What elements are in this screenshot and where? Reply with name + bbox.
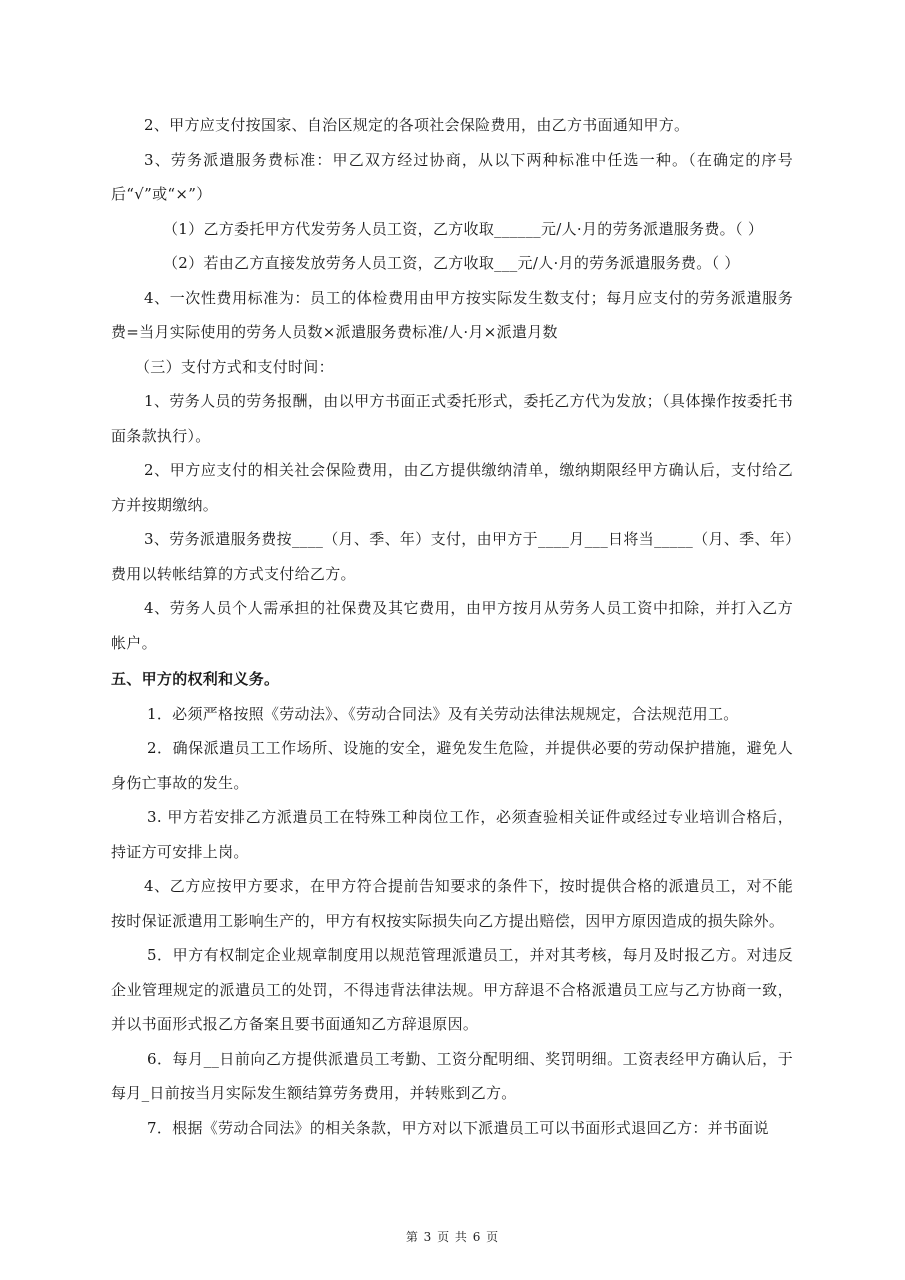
paragraph-rights-7: 7．根据《劳动合同法》的相关条款，甲方对以下派遣员工可以书面形式退回乙方：并书面说 — [147, 1118, 769, 1137]
paragraph-payment-4: 4、劳务人员个人需承担的社保费及其它费用，由甲方按月从劳务人员工资中扣除，并打入乙方帐户。 — [111, 599, 793, 652]
paragraph-option-1: （1）乙方委托甲方代发劳务人员工资，乙方收取______元/人·月的劳务派遣服务费。（ ） — [163, 219, 764, 238]
paragraph-social-insurance: 2、甲方应支付按国家、自治区规定的各项社会保险费用，由乙方书面通知甲方。 — [144, 116, 690, 134]
page-number-footer: 第 3 页 共 6 页 — [405, 1230, 500, 1244]
paragraph-rights-6: 6．每月__日前向乙方提供派遣员工考勤、工资分配明细、奖罚明细。工资表经甲方确认后，于每月_日前按当月实际发生额结算劳务费用，并转账到乙方。 — [111, 1049, 793, 1102]
paragraph-rights-1: 1．必须严格按照《劳动法》、《劳动合同法》及有关劳动法律法规规定，合法规范用工。 — [147, 704, 739, 723]
paragraph-rights-2: 2．确保派遣员工工作场所、设施的安全，避免发生危险，并提供必要的劳动保护措施，避免人身伤亡事故的发生。 — [111, 739, 793, 792]
paragraph-rights-3: 3. 甲方若安排乙方派遣员工在特殊工种岗位工作，必须查验相关证件或经过专业培训合格后，持证方可安排上岗。 — [111, 808, 793, 861]
section-heading-rights: 五、甲方的权利和义务。 — [111, 670, 280, 688]
document-body — [111, 108, 793, 1145]
paragraph-payment-2: 2、甲方应支付的相关社会保险费用，由乙方提供缴纳清单，缴纳期限经甲方确认后，支付给乙方并按期缴纳。 — [111, 461, 793, 514]
paragraph-rights-5: 5．甲方有权制定企业规章制度用以规范管理派遣员工，并对其考核，每月及时报乙方。对违反企业管理规定的派遣员工的处罚，不得违背法律法规。甲方辞退不合格派遣员工应与乙方协商一致，并以书面形式报乙方备案且要书面通知乙方辞退原因。 — [111, 946, 793, 1033]
paragraph-one-time-fee: 4、一次性费用标准为：员工的体检费用由甲方按实际发生数支付；每月应支付的劳务派遣服务费=当月实际使用的劳务人员数×派遣服务费标准/人·月×派遣月数 — [111, 288, 793, 341]
paragraph-rights-4: 4、乙方应按甲方要求，在甲方符合提前告知要求的条件下，按时提供合格的派遣员工，对不能按时保证派遣用工影响生产的，甲方有权按实际损失向乙方提出赔偿，因甲方原因造成的损失除外。 — [111, 877, 793, 930]
paragraph-option-2: （2）若由乙方直接发放劳务人员工资，乙方收取___元/人·月的劳务派遣服务费。（ ） — [163, 254, 740, 272]
paragraph-payment-3: 3、劳务派遣服务费按____（月、季、年）支付，由甲方于____月___日将当_____（月、季、年）费用以转帐结算的方式支付给乙方。 — [111, 530, 793, 583]
section-heading-payment: （三）支付方式和支付时间： — [135, 357, 334, 376]
paragraph-service-fee-standard: 3、劳务派遣服务费标准：甲乙双方经过协商，从以下两种标准中任选一种。（在确定的序号后“√”或“×”） — [111, 150, 793, 203]
paragraph-payment-1: 1、劳务人员的劳务报酬，由以甲方书面正式委托形式，委托乙方代为发放；（具体操作按委托书面条款执行）。 — [111, 392, 793, 445]
